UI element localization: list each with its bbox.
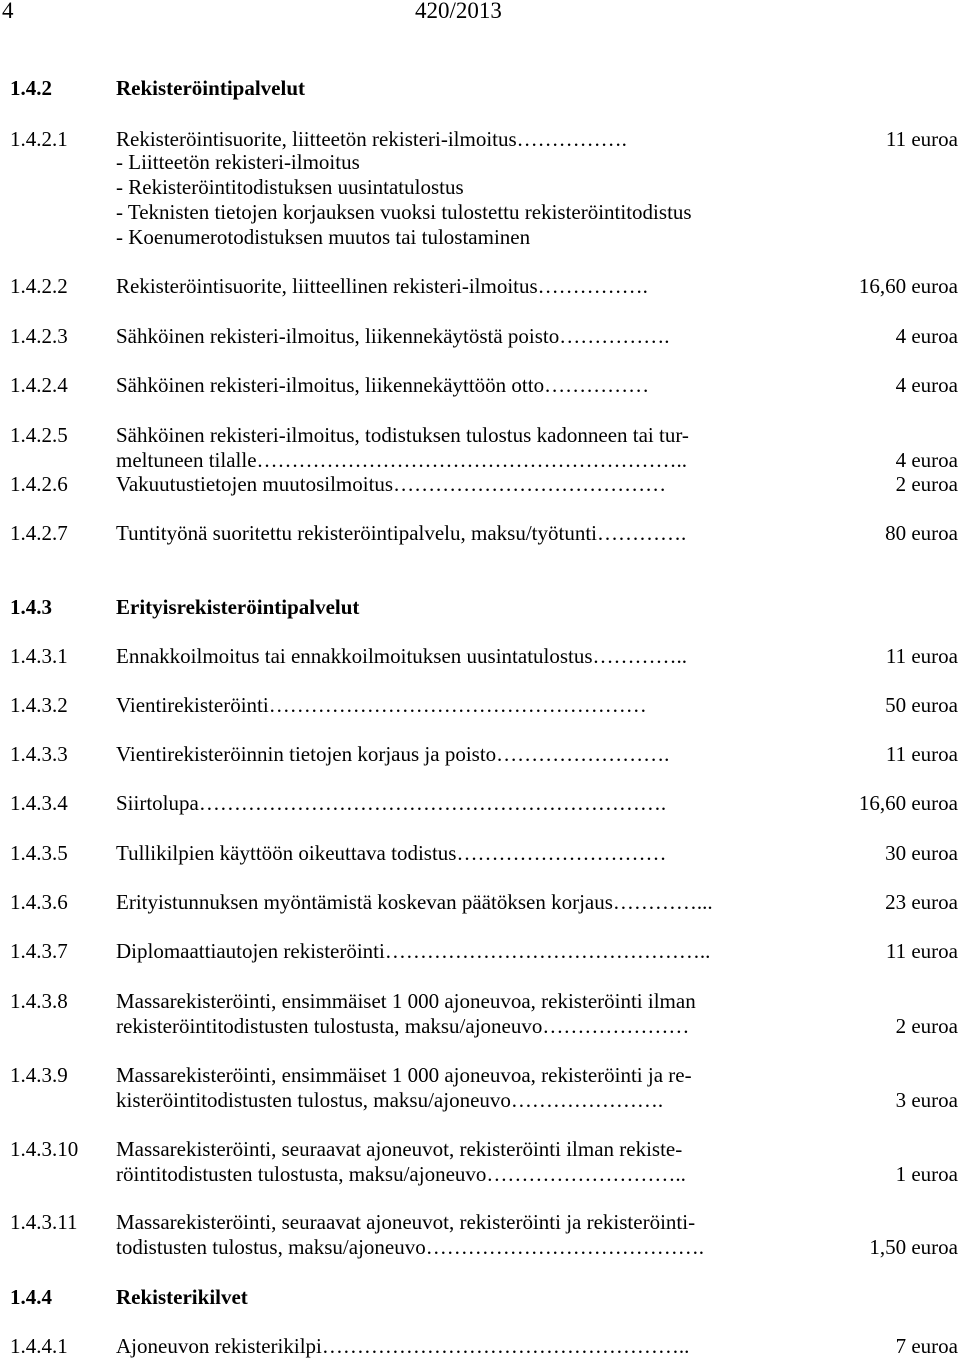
item-line: Sähköinen rekisteri-ilmoitus, todistuksen tulostus kadonneen tai tur- [116,423,689,447]
item-line: Tuntityönä suoritettu rekisteröintipalvelu, maksu/työtunti…………. [116,521,687,545]
item-number: 1.4.2.4 [10,373,68,397]
item-line: Rekisteröintisuorite, liitteellinen rekisteri-ilmoitus……………. [116,274,648,298]
section-number: 1.4.4 [10,1285,52,1309]
item-number: 1.4.2.1 [10,127,68,151]
item-description [116,472,824,497]
item-line: Diplomaattiautojen rekisteröinti……………………………………….. [116,939,711,963]
item-description [116,791,824,816]
item-line: Siirtolupa…………………………………………………………. [116,791,667,815]
item-line: Massarekisteröinti, seuraavat ajoneuvot, rekisteröinti ilman rekiste- [116,1137,683,1161]
section-title: Rekisteröintipalvelut [116,76,305,100]
item-description [116,373,824,398]
item-price: 2 euroa [895,472,958,496]
item-number: 1.4.4.1 [10,1334,68,1358]
item-description [116,644,824,669]
section-heading [10,76,960,101]
item-price: 11 euroa [885,742,958,766]
item-price: 1 euroa [895,1162,958,1186]
fee-item [10,1334,960,1359]
section-title: Erityisrekisteröintipalvelut [116,595,360,619]
item-line: Vientirekisteröinnin tietojen korjaus ja poisto……………………. [116,742,670,766]
item-price: 16,60 euroa [858,274,958,298]
fee-item [10,1210,960,1260]
item-line: Ajoneuvon rekisterikilpi…………………………………………….. [116,1334,690,1358]
item-line: Massarekisteröinti, seuraavat ajoneuvot, rekisteröinti ja rekisteröinti- [116,1210,696,1234]
fee-item [10,373,960,398]
subitem: - Rekisteröintitodistuksen uusintatulostus [116,175,464,199]
fee-item [10,939,960,964]
item-price: 30 euroa [885,841,958,865]
item-line: Rekisteröintisuorite, liitteetön rekisteri-ilmoitus……………. [116,127,627,151]
fee-item [10,127,960,152]
item-number: 1.4.3.1 [10,644,68,668]
fee-item [10,989,960,1039]
item-number: 1.4.2.3 [10,324,68,348]
item-line: rekisteröintitodistusten tulostusta, maksu/ajoneuvo………………… [116,1014,690,1038]
item-description [116,841,824,866]
item-number: 1.4.3.10 [10,1137,79,1161]
item-line: Sähköinen rekisteri-ilmoitus, liikennekäyttöön otto…………… [116,373,650,397]
item-number: 1.4.2.6 [10,472,68,496]
item-number: 1.4.3.8 [10,989,68,1013]
item-number: 1.4.3.11 [10,1210,78,1234]
item-line: Massarekisteröinti, ensimmäiset 1 000 ajoneuvoa, rekisteröinti ilman [116,989,696,1013]
item-description [116,742,824,767]
item-price: 2 euroa [895,1014,958,1038]
fee-item [10,841,960,866]
item-price: 23 euroa [885,890,958,914]
item-description [116,423,824,473]
item-number: 1.4.3.4 [10,791,68,815]
item-description [116,127,824,152]
item-price: 80 euroa [885,521,958,545]
fee-item [10,890,960,915]
item-description [116,1063,824,1113]
item-description [116,693,824,718]
item-price: 3 euroa [895,1088,958,1112]
item-line: kisteröintitodistusten tulostus, maksu/ajoneuvo…………………. [116,1088,664,1112]
fee-item [10,742,960,767]
item-line: röintitodistusten tulostusta, maksu/ajoneuvo……………………….. [116,1162,686,1186]
item-number: 1.4.3.3 [10,742,68,766]
fee-item [10,1137,960,1187]
item-number: 1.4.3.5 [10,841,68,865]
item-description [116,521,824,546]
section-number: 1.4.2 [10,76,52,100]
item-price: 11 euroa [885,127,958,151]
item-description [116,890,824,915]
subitem: - Koenumerotodistuksen muutos tai tulostaminen [116,225,531,249]
fee-item [10,472,960,497]
fee-item [10,693,960,718]
section-number: 1.4.3 [10,595,52,619]
item-description [116,274,824,299]
item-line: Massarekisteröinti, ensimmäiset 1 000 ajoneuvoa, rekisteröinti ja re- [116,1063,692,1087]
document-id: 420/2013 [415,0,502,23]
item-line: Tullikilpien käyttöön oikeuttava todistus………………………… [116,841,667,865]
item-description [116,1137,824,1187]
item-price: 1,50 euroa [869,1235,958,1259]
item-price: 16,60 euroa [858,791,958,815]
fee-item [10,324,960,349]
item-price: 4 euroa [895,448,958,472]
item-line: Erityistunnuksen myöntämistä koskevan päätöksen korjaus…………... [116,890,713,914]
item-price: 4 euroa [895,324,958,348]
item-line: Vientirekisteröinti……………………………………………… [116,693,647,717]
item-line: meltuneen tilalle…………………………………………………….. [116,448,688,472]
item-description [116,939,824,964]
item-description [116,989,824,1039]
item-line: Ennakkoilmoitus tai ennakkoilmoituksen uusintatulostus………….. [116,644,688,668]
item-number: 1.4.3.2 [10,693,68,717]
item-number: 1.4.3.9 [10,1063,68,1087]
item-line: Sähköinen rekisteri-ilmoitus, liikennekäytöstä poisto……………. [116,324,670,348]
item-description [116,1334,824,1359]
fee-item [10,423,960,473]
item-price: 50 euroa [885,693,958,717]
item-number: 1.4.2.7 [10,521,68,545]
section-heading [10,595,960,620]
fee-item [10,521,960,546]
item-number: 1.4.3.7 [10,939,68,963]
section-title: Rekisterikilvet [116,1285,248,1309]
subitem: - Liitteetön rekisteri-ilmoitus [116,150,360,174]
item-number: 1.4.3.6 [10,890,68,914]
item-subitems [10,150,960,250]
item-number: 1.4.2.2 [10,274,68,298]
item-line: Vakuutustietojen muutosilmoitus………………………………… [116,472,667,496]
item-number: 1.4.2.5 [10,423,68,447]
item-price: 11 euroa [885,644,958,668]
section-heading [10,1285,960,1310]
fee-item [10,1063,960,1113]
item-price: 11 euroa [885,939,958,963]
item-description [116,324,824,349]
page-number: 4 [2,0,14,23]
fee-item [10,274,960,299]
item-line: todistusten tulostus, maksu/ajoneuvo…………………………………. [116,1235,704,1259]
fee-item [10,791,960,816]
subitem: - Teknisten tietojen korjauksen vuoksi tulostettu rekisteröintitodistus [116,200,692,224]
fee-item [10,644,960,669]
item-price: 7 euroa [895,1334,958,1358]
item-description [116,1210,824,1260]
item-price: 4 euroa [895,373,958,397]
